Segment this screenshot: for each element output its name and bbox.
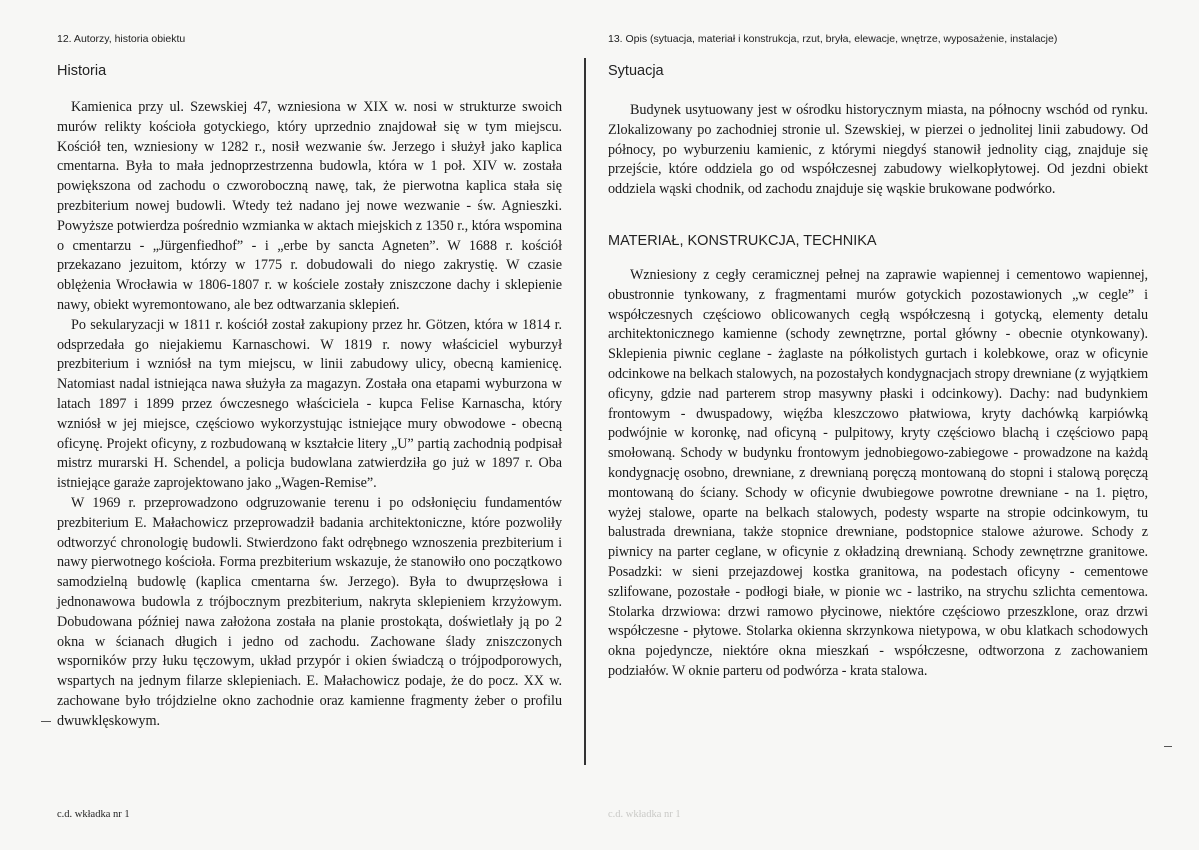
history-text (57, 98, 562, 732)
situation-title: Sytuacja (608, 63, 664, 79)
right-footer-note: c.d. wkładka nr 1 (608, 809, 681, 820)
history-paragraph-2: Po sekularyzacji w 1811 r. kościół został zakupiony przez hr. Götzen, która w 1814 r. odsprzedała go niejakiemu Karnaschowi. W 1819 r. nowy właściciel wyburzył prezbiterium i wzniósł na tym miejscu, w linii zabudowy ulicy, obecną kamienicę. Natomiast nadal istniejąca nawa służyła za magazyn. Została ona etapami wyburzona w latach 1897 i 1899 przez ówczesnego właściciela - kupca Felise Karnascha, który wzniósł w jej miejsce, częściowo wykorzystując istniejące mury obwodowe - obecną oficynę. Projekt oficyny, z rozbudowaną w kształcie litery „U” partią zachodnią podpisał mistrz murarski H. Schendel, a policja budowlana zatwierdziła go już w 1897 r. Oba istniejące garaże zaprojektowano jako „Wagen-Remise”. (57, 316, 562, 492)
situation-paragraph-1: Budynek usytuowany jest w ośrodku historycznym miasta, na północny wschód od rynku. Zlokalizowany po zachodniej stronie ul. Szewskiej, w pierzei o jednolitej linii zabudowy. Od północy, po wyburzeniu kamienic, z którymi niegdyś stanowił jednolity ciąg, znajduje się przejście, które oddziela go od współczesnej zabudowy wielkopłytowej. Od jezdni obiekt oddziela wąski chodnik, od zachodu znajduje się wąskie brukowane podwórko. (608, 102, 1148, 198)
section-header-authors-history: 12. Autorzy, historia obiektu (57, 33, 186, 45)
left-column (57, 0, 562, 850)
material-paragraph-1: Wzniesiony z cegły ceramicznej pełnej na zaprawie wapiennej i cementowo wapiennej, obustronnie tynkowany, z fragmentami murów gotyckich pozostawionych „w cegle” i współczesnych częściowo oblicowanych cegłą współczesną i gotycką, elementy detalu architektonicznego kamienne (schody zewnętrzne, portal główny - obecnie otynkowany). Sklepienia piwnic ceglane - żaglaste na półkolistych gurtach i kolebkowe, oraz w oficynie odcinkowe na belkach stalowych, na pozostałych kondygnacjach stropy drewniane (z wyjątkiem oficyny, gdzie nad parterem strop masywny płaski i odcinkowy). Dachy: nad budynkiem frontowym - dwuspadowy, więźba kleszczowo płatwiowa, kryty dachówką karpiówką podwójnie w koronkę, nad oficyną - pulpitowy, kryty częściowo blachą i częściowo papą smołowaną. Schody w budynku frontowym jednobiegowo-zabiegowe - prowadzone na każdą kondygnację osobno, drewniane, z drewnianą poręczą montowaną do stopni i stalową poręczą montowaną do ściany. Schody w oficynie dwubiegowe powrotne drewniane - na 1. piętro, wyżej stalowe, oparte na belkach stalowych, podesty wsparte na stropie odcinkowym, tu balustrada drewniana, także stopnice drewniane, podstopnice stalowe ażurowe. Schody z piwnicy na parter ceglane, w oficynie z okładziną drewnianą. Schody zewnętrzne granitowe. Posadzki: w sieni przejazdowej kostka granitowa, na podestach oficyny - cementowe szlifowane, pozostałe - podłogi białe, w pionie wc - lastriko, na strychu szlichta cementowa. Stolarka drzwiowa: drzwi ramowo płycinowe, niektóre częściowo przeszklone, oraz drzwi współczesne - płytowe. Stolarka okienna skrzynkowa nietypowa, w obu klatkach schodowych okna pojedyncze, niektóre okna mieszkań - współczesne, odtworzona z zachowaniem podziałów. W oknie parteru od podwórza - krata stalowa. (608, 267, 1148, 679)
margin-mark-right (1164, 746, 1172, 747)
situation-text (608, 101, 1148, 200)
material-construction-text (608, 266, 1148, 682)
history-paragraph-3: W 1969 r. przeprowadzono odgruzowanie terenu i po odsłonięciu fundamentów prezbiterium E. Małachowicz przeprowadził badania architektoniczne, które pozwoliły odtworzyć chronologię budowli. Stwierdzono fakt odrębnego wznoszenia prezbiterium i nawy pierwotnego kościoła. Forma prezbiterium wskazuje, że stanowiło ono początkowo samodzielną budowlę (kaplica cmentarna św. Jerzego). Była to dwuprzęsłowa i jednonawowa budowla z trójbocznym prezbiterium, nakryta sklepieniem krzyżowym. Dobudowana później nawa założona została na planie prostokąta, doświetlały ją po 2 okna w ścianach długich i jedno od zachodu. Zachowane ślady zniszczonych wsporników przy łuku tęczowym, układ przypór i okien świadczą o trójpodporowych, wspartych na jednym filarze sklepieniach. E. Małachowicz podaje, że do pocz. XX w. zachowane było trójdzielne okno zachodnie oraz kamienne fragmenty żeber o profilu dwuwklęskowym. (57, 494, 562, 729)
left-footer-note: c.d. wkładka nr 1 (57, 809, 130, 820)
right-column (608, 0, 1148, 850)
column-divider (584, 58, 586, 765)
margin-mark-left (41, 721, 51, 722)
history-title: Historia (57, 63, 107, 79)
history-paragraph-1: Kamienica przy ul. Szewskiej 47, wzniesiona w XIX w. nosi w strukturze swoich murów relikty kościoła gotyckiego, który uprzednio znajdował się w tym miejscu. Kościół ten, wzniesiony w 1282 r., nosił wezwanie św. Jerzego i służył jako kaplica cmentarna. Była to mała jednoprzestrzenna budowla, która w 1 poł. XIV w. została powiększona od zachodu o czworoboczną nawę, tak, że pierwotna kaplica stała się prezbiterium nowej budowli. Wtedy też nadano jej nowe wezwanie - św. Agnieszki. Powyższe potwierdza pośrednio wzmianka w aktach miejskich z 1350 r., która wspomina o cmentarzu - „Jürgenfiedhof” - i „erbe by sancta Agneten”. W 1688 r. kościół przekazano jezuitom, którzy w 1775 r. dobudowali do niego zakrystię. W czasie oblężenia Wrocławia w 1806-1807 r. w kościele zostały zniszczone dachy i sklepienie nawy, obiekt wyremontowano, ale bez odtwarzania sklepień. (57, 99, 562, 313)
material-construction-title: MATERIAŁ, KONSTRUKCJA, TECHNIKA (608, 233, 877, 249)
section-header-description: 13. Opis (sytuacja, materiał i konstrukcja, rzut, bryła, elewacje, wnętrze, wyposażenie, instalacje) (608, 33, 1058, 45)
